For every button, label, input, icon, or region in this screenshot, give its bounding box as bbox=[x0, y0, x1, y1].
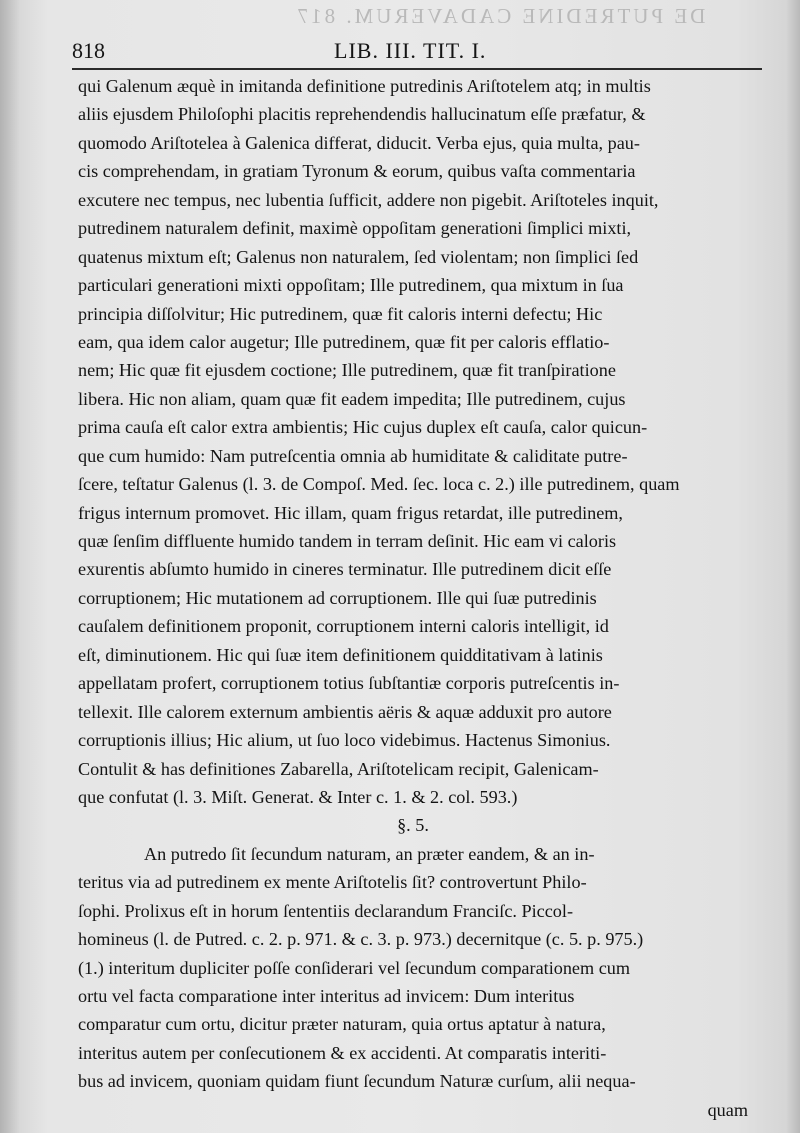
page-header bbox=[72, 38, 762, 68]
text-line: particulari generationi mixti oppoſitam; Ille putredinem, qua mixtum in ſua bbox=[78, 275, 624, 296]
text-line: prima cauſa eſt calor extra ambientis; Hic cujus duplex eſt cauſa, calor quicun- bbox=[78, 417, 648, 438]
text-line: quomodo Ariſtotelea à Galenica differat, diducit. Verba ejus, quia multa, pau- bbox=[78, 132, 640, 153]
body-text bbox=[78, 72, 748, 1124]
text-line: ſcere, teſtatur Galenus (l. 3. de Compoſ. Med. ſec. loca c. 2.) ille putredinem, quam bbox=[78, 474, 680, 495]
text-line: putredinem naturalem definit, maximè oppoſitam generationi ſimplici mixti, bbox=[78, 218, 632, 239]
text-line: bus ad invicem, quoniam quidam fiunt ſecundum Naturæ curſum, alii nequa- bbox=[78, 1071, 636, 1092]
text-line: teritus via ad putredinem ex mente Ariſtotelis ſit? controvertunt Philo- bbox=[78, 872, 587, 893]
text-line: Contulit & has definitiones Zabarella, Ariſtotelicam recipit, Galenicam- bbox=[78, 758, 599, 779]
text-line: interitus autem per conſecutionem & ex accidenti. At comparatis interiti- bbox=[78, 1042, 607, 1063]
text-line: eſt, diminutionem. Hic qui ſuæ item definitionem quidditativam à latinis bbox=[78, 644, 603, 665]
text-line: principia diſſolvitur; Hic putredinem, quæ fit caloris interni defectu; Hic bbox=[78, 303, 603, 324]
page-gutter-shadow bbox=[0, 0, 20, 1133]
text-line: qui Galenum æquè in imitanda definitione putredinis Ariſtotelem atq; in multis bbox=[78, 76, 651, 96]
text-line: homineus (l. de Putred. c. 2. p. 971. & c. 3. p. 973.) decernitque (c. 5. p. 975.) bbox=[78, 929, 644, 950]
text-line: frigus internum promovet. Hic illam, quam frigus retardat, ille putredinem, bbox=[78, 502, 623, 523]
text-line: ſophi. Prolixus eſt in horum ſententiis declarandum Franciſc. Piccol- bbox=[78, 900, 574, 921]
header-rule bbox=[72, 68, 762, 70]
text-line: excutere nec tempus, nec lubentia ſufficit, addere non pigebit. Ariſtoteles inquit, bbox=[78, 189, 659, 210]
text-line: tellexit. Ille calorem externum ambientis aëris & aquæ adduxit pro autore bbox=[78, 701, 612, 722]
text-line: libera. Hic non aliam, quam quæ fit eadem impedita; Ille putredinem, cujus bbox=[78, 388, 626, 409]
text-line: quæ ſenſim diffluente humido tandem in terram deſinit. Hic eam vi caloris bbox=[78, 531, 617, 551]
text-line: appellatam profert, corruptionem totius ſubſtantiæ corporis putreſcentis in- bbox=[78, 673, 620, 694]
bleed-through-text: DE PUTREDINE CADAVERUM. 817 bbox=[294, 4, 706, 28]
text-line: eam, qua idem calor augetur; Ille putredinem, quæ fit per caloris efflatio- bbox=[78, 331, 610, 352]
page-edge-shadow bbox=[786, 0, 800, 1133]
page-number: 818 bbox=[72, 38, 105, 63]
text-line: ortu vel facta comparatione inter interitus ad invicem: Dum interitus bbox=[78, 986, 575, 1006]
text-line: que confutat (l. 3. Miſt. Generat. & Inter c. 1. & 2. col. 593.) bbox=[78, 786, 518, 807]
text-line: aliis ejusdem Philoſophi placitis reprehendendis hallucinatum eſſe præfatur, & bbox=[78, 104, 646, 125]
text-line: nem; Hic quæ fit ejusdem coctione; Ille putredinem, quæ fit tranſpiratione bbox=[78, 360, 616, 381]
text-line: corruptionem; Hic mutationem ad corruptionem. Ille qui ſuæ putredinis bbox=[78, 587, 597, 608]
text-line: comparatur cum ortu, dicitur præter naturam, quia ortus aptatur à natura, bbox=[78, 1014, 606, 1035]
text-line: cauſalem definitionem proponit, corruptionem interni caloris intelligit, id bbox=[78, 616, 609, 637]
catchword: quam bbox=[707, 1099, 748, 1120]
running-title: LIB. III. TIT. I. bbox=[334, 38, 487, 63]
section-heading: §. 5. bbox=[397, 815, 429, 836]
text-line: corruptionis illius; Hic alium, ut ſuo loco videbimus. Hactenus Simonius. bbox=[78, 730, 611, 751]
text-line: exurentis abſumto humido in cineres terminatur. Ille putredinem dicit eſſe bbox=[78, 559, 612, 580]
text-line: que cum humido: Nam putreſcentia omnia ab humiditate & caliditate putre- bbox=[78, 445, 628, 466]
text-line: An putredo ſit ſecundum naturam, an præter eandem, & an in- bbox=[144, 843, 595, 864]
text-line: (1.) interitum dupliciter poſſe conſiderari vel ſecundum comparationem cum bbox=[78, 957, 631, 978]
text-line: quatenus mixtum eſt; Galenus non naturalem, ſed violentam; non ſimplici ſed bbox=[78, 246, 639, 267]
text-line: cis comprehendam, in gratiam Tyronum & eorum, quibus vaſta commentaria bbox=[78, 161, 636, 182]
